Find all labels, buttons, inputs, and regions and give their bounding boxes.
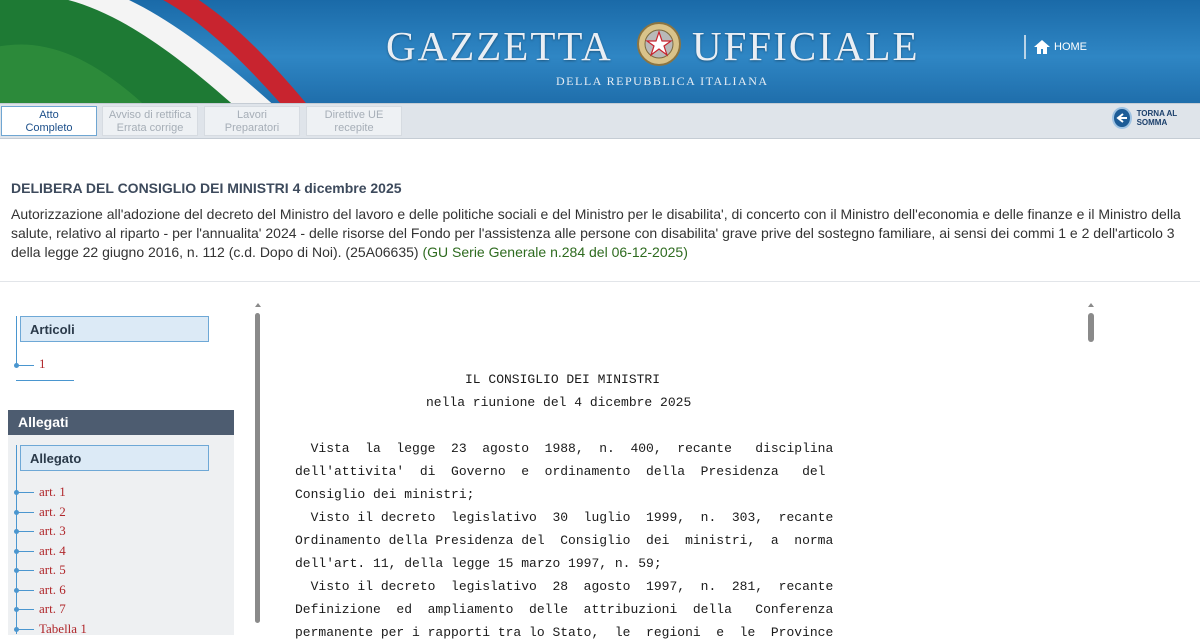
allegato-item-art-5[interactable]: art. 5 [39,562,66,577]
tab-label-line2: Errata corrige [116,122,184,134]
allegati-header: Allegati [8,410,234,435]
articolo-link[interactable]: 1 [39,356,46,371]
gu-reference: (GU Serie Generale n.284 del 06-12-2025) [422,244,688,260]
header-divider [0,281,1200,282]
allegato-item-tabella-1[interactable]: Tabella 1 [39,621,87,636]
act-heading-2: nella riunione del 4 dicembre 2025 [426,395,692,410]
torna-label: TORNA AL SOMMA [1136,109,1178,127]
act-line: Vista la legge 23 agosto 1988, n. 400, recante disciplina [295,441,834,456]
tree-node-dot [14,510,19,515]
tab-direttive-ue[interactable] [306,106,402,136]
tree-connector [16,445,17,634]
act-line: dell'attivita' di Governo e ordinamento della Presidenza del [295,464,826,479]
document-description [11,205,1191,262]
tab-label-line1: Avviso di rettifica [108,109,192,121]
banner-title-left: GAZZETTA [386,23,613,69]
home-link[interactable] [1034,40,1087,54]
tree-node-dot [14,627,19,632]
tab-label-line2: Preparatori [224,122,280,134]
home-icon [1034,40,1050,54]
scrollbar-thumb[interactable] [255,313,260,623]
tab-avviso-rettifica[interactable] [102,106,198,136]
allegato-item-art-4[interactable]: art. 4 [39,543,66,558]
document-summary: Autorizzazione all'adozione del decreto del Ministro del lavoro e delle politiche sociali e del Ministro per le disabilita', di concerto con il Ministro dell'economia e delle finanze e il Ministro della salute, relativo al riparto - per l'annualita' 2024 - delle risorse del Fondo per l'assistenza alle persone con disabilita' grave prive del sostegno familiare, ai sensi dei commi 1 e 2 dell'articolo 3 della legge 22 giugno 2016, n. 112 (c.d. Dopo di Noi). (25A06635) [11,206,1181,260]
header-banner [0,0,1200,103]
tree-node-dot [14,363,19,368]
act-line: Visto il decreto legislativo 30 luglio 1999, n. 303, recante [295,510,834,525]
allegato-label: Allegato [20,445,209,471]
scroll-up-arrow-icon[interactable] [1088,303,1094,307]
tab-lavori-preparatori[interactable] [204,106,300,136]
back-arrow-icon [1112,107,1132,129]
document-title: DELIBERA DEL CONSIGLIO DEI MINISTRI 4 dicembre 2025 [11,180,402,196]
tab-label-line2: recepite [334,122,374,134]
tab-label-line1: Lavori [237,109,267,121]
tree-node-dot [14,549,19,554]
banner-title [386,18,946,68]
home-label: HOME [1054,41,1087,53]
tab-label-line2: Completo [25,122,73,134]
tree-node-dot [14,529,19,534]
act-heading-1: IL CONSIGLIO DEI MINISTRI [465,372,661,387]
tree-connector [16,316,17,365]
main-scrollbar[interactable] [1087,303,1097,634]
italian-flag-swirl [0,0,320,103]
torna-al-sommario-link[interactable] [1112,107,1200,129]
tree-connector [16,380,74,381]
act-line: dell'art. 11, della legge 15 marzo 1997, n. 59; [295,556,662,571]
sidebar-scrollbar[interactable] [253,303,263,634]
act-line: Definizione ed ampliamento delle attribuzioni della Conferenza [295,602,834,617]
republic-emblem-icon [634,18,684,68]
scroll-up-arrow-icon[interactable] [255,303,261,307]
document-header [11,180,1191,262]
tab-atto-completo[interactable] [1,106,97,136]
tab-label-line1: Atto [39,109,59,121]
tab-label-line1: Direttive UE [324,109,384,121]
tree-node-dot [14,490,19,495]
act-line: Consiglio dei ministri; [295,487,475,502]
articoli-label: Articoli [20,316,209,342]
tree-node-dot [14,588,19,593]
home-separator [1024,35,1026,59]
allegato-item-art-1[interactable]: art. 1 [39,484,66,499]
allegato-item-art-3[interactable]: art. 3 [39,523,66,538]
tree-node-dot [14,607,19,612]
allegato-item-art-2[interactable]: art. 2 [39,504,66,519]
act-line: permanente per i rapporti tra lo Stato, le regioni e le Province [295,625,834,640]
act-line: Ordinamento della Presidenza del Consiglio dei ministri, a norma [295,533,834,548]
allegato-item-art-6[interactable]: art. 6 [39,582,66,597]
act-text [295,368,855,644]
banner-title-right: UFFICIALE [692,23,920,69]
scrollbar-thumb[interactable] [1088,313,1094,342]
act-line: Visto il decreto legislativo 28 agosto 1997, n. 281, recante [295,579,834,594]
tree-node-dot [14,568,19,573]
banner-subtitle: DELLA REPUBBLICA ITALIANA [556,74,769,88]
allegato-item-art-7[interactable]: art. 7 [39,601,66,616]
sidebar [0,290,245,634]
